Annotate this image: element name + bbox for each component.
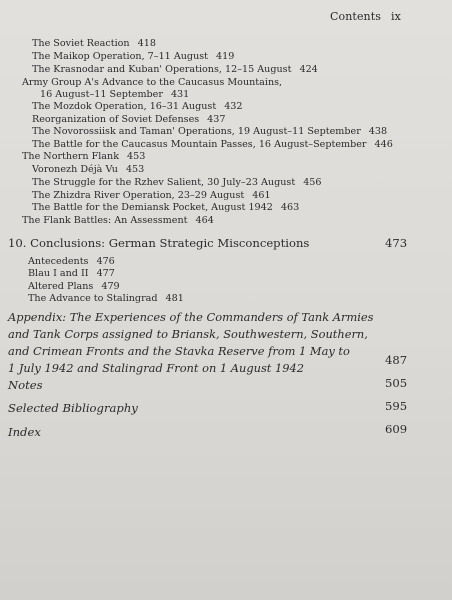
toc-entry: The Novorossiisk and Taman' Operations, 19 August–11 September 438 [32, 126, 388, 137]
running-head [330, 10, 401, 23]
back-matter-index-page: 609 [385, 422, 408, 436]
toc-entry: The Krasnodar and Kuban' Operations, 12–15 August 424 [32, 64, 318, 75]
toc-entry: Antecedents 476 [28, 256, 115, 267]
back-matter-index: Index [8, 425, 41, 439]
toc-entry: The Mozdok Operation, 16–31 August 432 [32, 101, 243, 112]
folio: ix [391, 10, 401, 23]
toc-entry: The Battle for the Caucasus Mountain Passes, 16 August–September 446 [32, 139, 393, 150]
toc-entry: Altered Plans 479 [28, 281, 120, 292]
chapter-page: 473 [385, 236, 408, 250]
toc-entry-continued: 16 August–11 September 431 [40, 89, 190, 100]
toc-entry: Voronezh Déjà Vu 453 [32, 164, 145, 175]
toc-entry: Blau I and II 477 [28, 268, 115, 279]
toc-entry: The Battle for the Demiansk Pocket, August 1942 463 [32, 202, 300, 213]
appendix-title: Appendix: The Experiences of the Commanders of Tank Armies and Tank Corps assigned to Briansk, Southwestern, Southern, and Crimean Fronts and the Stavka Reserve from 1 May to 1 July 1942 and Stalingrad Front on 1 August 1942 [8, 310, 374, 375]
toc-entry: Army Group A's Advance to the Caucasus Mountains, [22, 77, 283, 88]
toc-entry: The Flank Battles: An Assessment 464 [22, 215, 214, 226]
appendix-page: 487 [385, 353, 408, 367]
toc-entry: The Advance to Stalingrad 481 [28, 293, 184, 304]
chapter-title: 10. Conclusions: German Strategic Misconceptions [8, 236, 310, 250]
running-head-title: Contents [330, 10, 382, 23]
toc-entry: The Maikop Operation, 7–11 August 419 [32, 51, 235, 62]
toc-entry: The Struggle for the Rzhev Salient, 30 July–23 August 456 [32, 177, 322, 188]
back-matter-bibliography-page: 595 [385, 399, 408, 413]
back-matter-notes: Notes [8, 378, 43, 392]
toc-entry: The Zhizdra River Operation, 23–29 August 461 [32, 190, 271, 201]
back-matter-notes-page: 505 [385, 376, 408, 390]
toc-entry: The Northern Flank 453 [22, 151, 146, 162]
toc-entry: Reorganization of Soviet Defenses 437 [32, 114, 226, 125]
back-matter-bibliography: Selected Bibliography [8, 401, 138, 415]
toc-entry: The Soviet Reaction 418 [32, 38, 156, 49]
